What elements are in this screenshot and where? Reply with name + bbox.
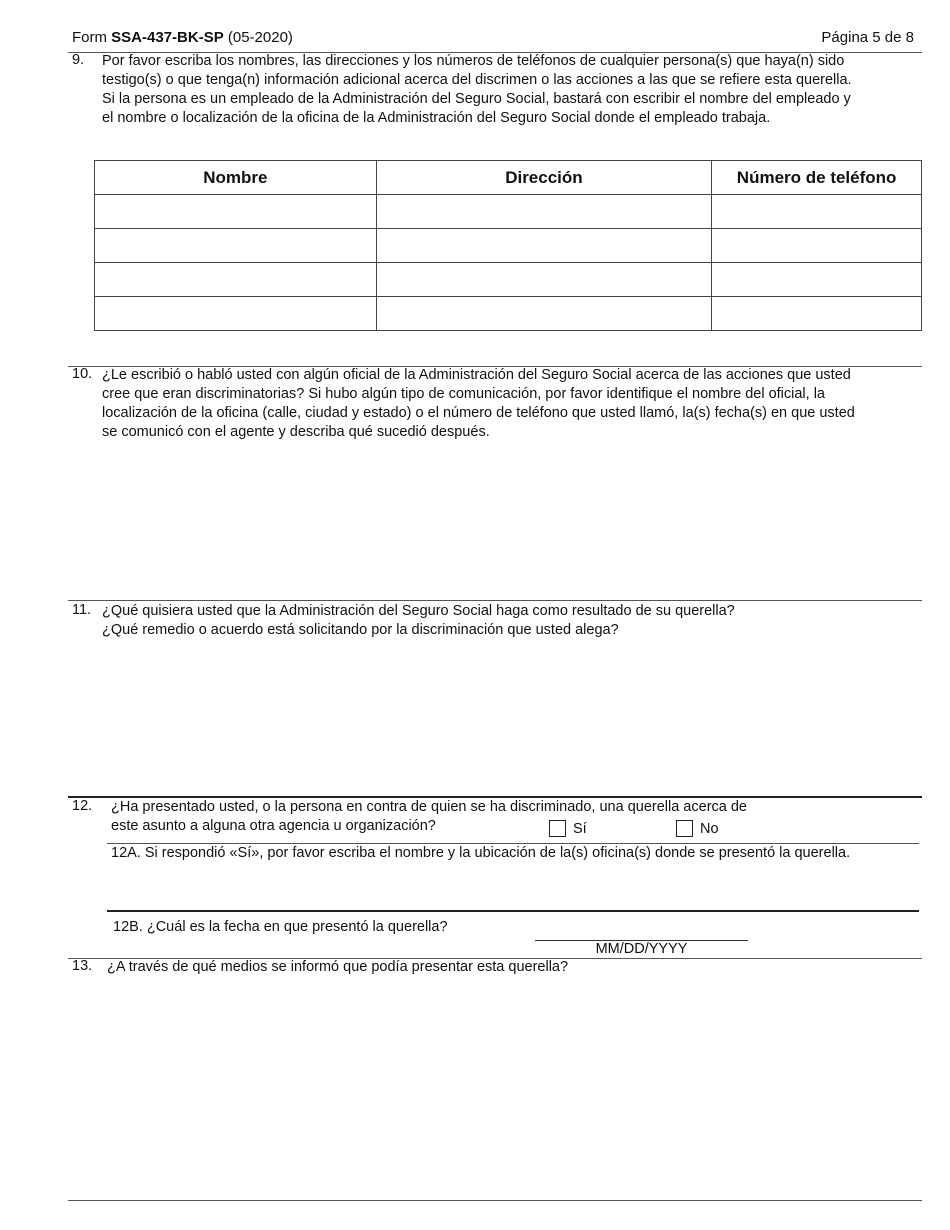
q12a-text: 12A. Si respondió «Sí», por favor escriba el nombre y la ubicación de la(s) oficina(s) donde se presentó la querella.	[111, 845, 851, 861]
form-id: SSA-437-BK-SP	[111, 29, 224, 46]
q9-line: testigo(s) o que tenga(n) información adicional acerca del discrimen o las acciones a las que se refiere esta querella.	[102, 72, 852, 88]
yes-option[interactable]	[549, 820, 587, 837]
q12b-text: 12B. ¿Cuál es la fecha en que presentó la querella?	[113, 919, 448, 935]
q11-line: ¿Qué quisiera usted que la Administración del Seguro Social haga como resultado de su querella?	[102, 603, 735, 619]
column-header-name: Nombre	[95, 161, 377, 195]
witness-name-cell[interactable]	[95, 297, 377, 331]
witness-address-cell[interactable]	[376, 195, 712, 229]
table-row	[95, 229, 922, 263]
q13-number: 13.	[72, 958, 93, 974]
q10-line: ¿Le escribió o habló usted con algún oficial de la Administración del Seguro Social acerca de las acciones que usted	[102, 367, 851, 383]
footer-divider	[68, 1200, 922, 1201]
witness-address-cell[interactable]	[376, 229, 712, 263]
q10-line: localización de la oficina (calle, ciudad y estado) o el número de teléfono que usted llamó, la(s) fecha(s) en que usted	[102, 405, 855, 421]
yes-checkbox[interactable]	[549, 820, 566, 837]
date-format-label: MM/DD/YYYY	[595, 941, 688, 957]
q11-answer-area[interactable]	[102, 648, 922, 793]
witness-phone-cell[interactable]	[712, 297, 922, 331]
q9-number: 9.	[72, 52, 85, 68]
witness-address-cell[interactable]	[376, 263, 712, 297]
q11-line: ¿Qué remedio o acuerdo está solicitando por la discriminación que usted alega?	[102, 622, 619, 638]
q13-text: ¿A través de qué medios se informó que podía presentar esta querella?	[107, 959, 569, 975]
table-row	[95, 195, 922, 229]
q9-line: el nombre o localización de la oficina de la Administración del Seguro Social donde el empleado trabaja.	[102, 110, 771, 126]
q12-line: este asunto a alguna otra agencia u organización?	[111, 818, 436, 834]
q10-line: se comunicó con el agente y describa qué sucedió después.	[102, 424, 490, 440]
no-option[interactable]	[676, 820, 719, 837]
witness-phone-cell[interactable]	[712, 263, 922, 297]
q12b-divider	[107, 910, 919, 912]
q11-divider	[68, 600, 922, 601]
q12-line: ¿Ha presentado usted, o la persona en contra de quien se ha discriminado, una querella acerca de	[111, 799, 747, 815]
column-header-phone: Número de teléfono	[712, 161, 922, 195]
q10-answer-area[interactable]	[102, 446, 922, 596]
q9-line: Si la persona es un empleado de la Administración del Seguro Social, bastará con escribir el nombre del empleado y	[102, 91, 851, 107]
table-row	[95, 263, 922, 297]
q10-number: 10.	[72, 366, 93, 382]
witness-phone-cell[interactable]	[712, 229, 922, 263]
q12-number: 12.	[72, 798, 93, 814]
no-label: No	[700, 820, 719, 837]
q11-number: 11.	[72, 602, 92, 618]
witness-table-header	[95, 161, 922, 195]
witness-name-cell[interactable]	[95, 229, 377, 263]
table-row	[95, 297, 922, 331]
page-number: Página 5 de 8	[821, 29, 914, 46]
column-header-address: Dirección	[376, 161, 712, 195]
form-header	[72, 29, 293, 46]
q10-line: cree que eran discriminatorias? Si hubo algún tipo de comunicación, por favor identifique el nombre del oficial, la	[102, 386, 825, 402]
witness-name-cell[interactable]	[95, 195, 377, 229]
yes-label: Sí	[573, 820, 587, 837]
witness-address-cell[interactable]	[376, 297, 712, 331]
q11-text	[102, 602, 922, 640]
witness-table	[94, 160, 922, 331]
witness-phone-cell[interactable]	[712, 195, 922, 229]
no-checkbox[interactable]	[676, 820, 693, 837]
form-date: (05-2020)	[223, 29, 293, 46]
q9-text	[102, 52, 922, 128]
witness-name-cell[interactable]	[95, 263, 377, 297]
form-prefix: Form	[72, 29, 112, 46]
q13-answer-area[interactable]	[102, 982, 922, 1197]
q10-text	[102, 366, 922, 442]
q9-line: Por favor escriba los nombres, las direcciones y los números de teléfonos de cualquier persona(s) que haya(n) sido	[102, 53, 845, 69]
q12a-answer-area[interactable]	[111, 866, 919, 908]
